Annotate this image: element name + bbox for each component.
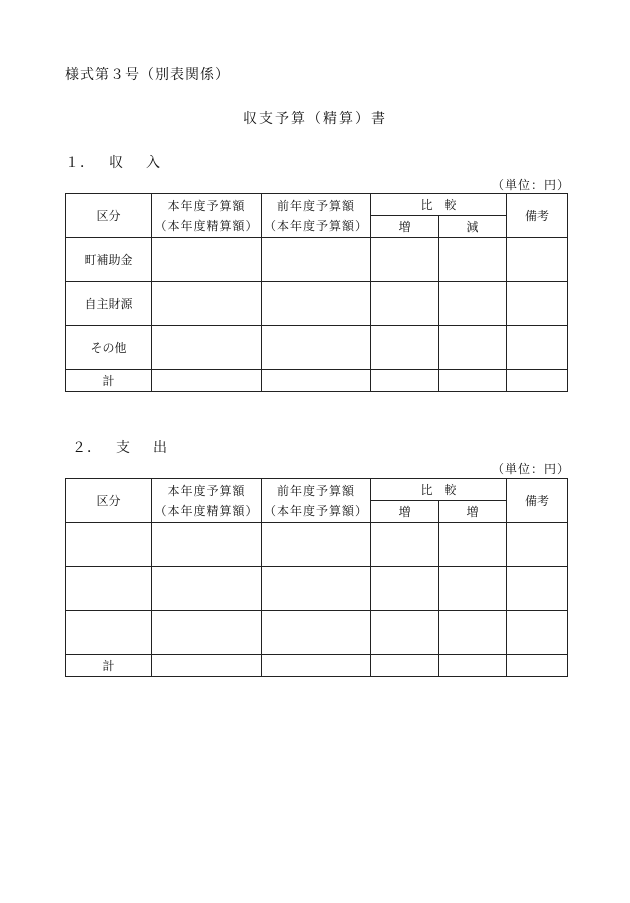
- header-current-budget: [152, 194, 262, 238]
- cell-previous[interactable]: [262, 370, 371, 392]
- header-previous-budget-line1: 前年度予算額: [276, 198, 355, 213]
- header-remarks: 備考: [507, 194, 568, 238]
- header-decrease: 減: [439, 216, 507, 238]
- cell-decrease[interactable]: [439, 655, 507, 677]
- table-total-row: [66, 370, 568, 392]
- header-previous-budget-line1: 前年度予算額: [276, 483, 355, 498]
- cell-decrease[interactable]: [439, 282, 507, 326]
- form-number: 様式第３号（別表関係）: [65, 67, 230, 83]
- cell-remarks[interactable]: [507, 326, 568, 370]
- section-title-char: 出: [153, 440, 168, 456]
- cell-current[interactable]: [152, 370, 262, 392]
- header-increase: 増: [371, 216, 439, 238]
- table-row: [66, 611, 568, 655]
- header-increase-2: 増: [439, 501, 507, 523]
- cell-current[interactable]: [152, 655, 262, 677]
- row-total-label: 計: [66, 370, 152, 392]
- section-heading-expense: [72, 437, 190, 457]
- cell-remarks[interactable]: [507, 611, 568, 655]
- cell-increase[interactable]: [371, 282, 439, 326]
- cell-previous[interactable]: [262, 655, 371, 677]
- section-title-char: 収: [109, 155, 124, 171]
- cell-current[interactable]: [152, 523, 262, 567]
- header-current-budget-line2: （本年度精算額）: [154, 503, 259, 518]
- cell-remarks[interactable]: [507, 567, 568, 611]
- header-previous-budget-line2: （本年度予算額）: [263, 503, 368, 518]
- header-current-budget: [152, 479, 262, 523]
- cell-previous[interactable]: [262, 611, 371, 655]
- table-header-row: [66, 194, 568, 216]
- header-current-budget-line1: 本年度予算額: [167, 198, 246, 213]
- cell-increase[interactable]: [371, 611, 439, 655]
- cell-increase[interactable]: [371, 326, 439, 370]
- cell-remarks[interactable]: [507, 655, 568, 677]
- table-row: [66, 523, 568, 567]
- cell-previous[interactable]: [262, 567, 371, 611]
- section-heading-income: [65, 152, 183, 172]
- cell-increase[interactable]: [371, 238, 439, 282]
- cell-current[interactable]: [152, 611, 262, 655]
- table-row: [66, 567, 568, 611]
- table-total-row: [66, 655, 568, 677]
- unit-label: （単位：円）: [491, 462, 570, 476]
- header-previous-budget: [262, 479, 371, 523]
- header-previous-budget-line2: （本年度予算額）: [263, 218, 368, 233]
- header-category: 区分: [66, 194, 152, 238]
- table-row: [66, 326, 568, 370]
- cell-remarks[interactable]: [507, 238, 568, 282]
- cell-decrease[interactable]: [439, 370, 507, 392]
- cell-previous[interactable]: [262, 238, 371, 282]
- header-current-budget-line2: （本年度精算額）: [154, 218, 259, 233]
- row-category[interactable]: [66, 611, 152, 655]
- header-increase: 増: [371, 501, 439, 523]
- cell-remarks[interactable]: [507, 282, 568, 326]
- section-title-char: 支: [116, 440, 131, 456]
- unit-label: （単位：円）: [491, 178, 570, 192]
- cell-current[interactable]: [152, 326, 262, 370]
- section-number: １．: [65, 155, 95, 171]
- row-category: 自主財源: [66, 282, 152, 326]
- income-table: [65, 193, 568, 392]
- row-category[interactable]: [66, 567, 152, 611]
- cell-remarks[interactable]: [507, 370, 568, 392]
- cell-decrease[interactable]: [439, 326, 507, 370]
- row-category[interactable]: [66, 523, 152, 567]
- table-header-row: [66, 479, 568, 501]
- cell-increase[interactable]: [371, 655, 439, 677]
- cell-previous[interactable]: [262, 523, 371, 567]
- cell-previous[interactable]: [262, 326, 371, 370]
- cell-decrease[interactable]: [439, 611, 507, 655]
- cell-current[interactable]: [152, 282, 262, 326]
- header-current-budget-line1: 本年度予算額: [167, 483, 246, 498]
- header-comparison: 比 較: [371, 194, 507, 216]
- table-row: [66, 282, 568, 326]
- expense-table: [65, 478, 568, 677]
- row-total-label: 計: [66, 655, 152, 677]
- cell-remarks[interactable]: [507, 523, 568, 567]
- cell-decrease[interactable]: [439, 238, 507, 282]
- cell-increase[interactable]: [371, 523, 439, 567]
- section-number: ２．: [72, 440, 102, 456]
- cell-previous[interactable]: [262, 282, 371, 326]
- header-category: 区分: [66, 479, 152, 523]
- row-category: その他: [66, 326, 152, 370]
- cell-current[interactable]: [152, 567, 262, 611]
- cell-increase[interactable]: [371, 567, 439, 611]
- row-category: 町補助金: [66, 238, 152, 282]
- table-row: [66, 238, 568, 282]
- header-remarks: 備考: [507, 479, 568, 523]
- section-title-char: 入: [146, 155, 161, 171]
- cell-decrease[interactable]: [439, 523, 507, 567]
- cell-current[interactable]: [152, 238, 262, 282]
- cell-decrease[interactable]: [439, 567, 507, 611]
- header-previous-budget: [262, 194, 371, 238]
- cell-increase[interactable]: [371, 370, 439, 392]
- document-title: 収支予算（精算）書: [243, 111, 387, 127]
- header-comparison: 比 較: [371, 479, 507, 501]
